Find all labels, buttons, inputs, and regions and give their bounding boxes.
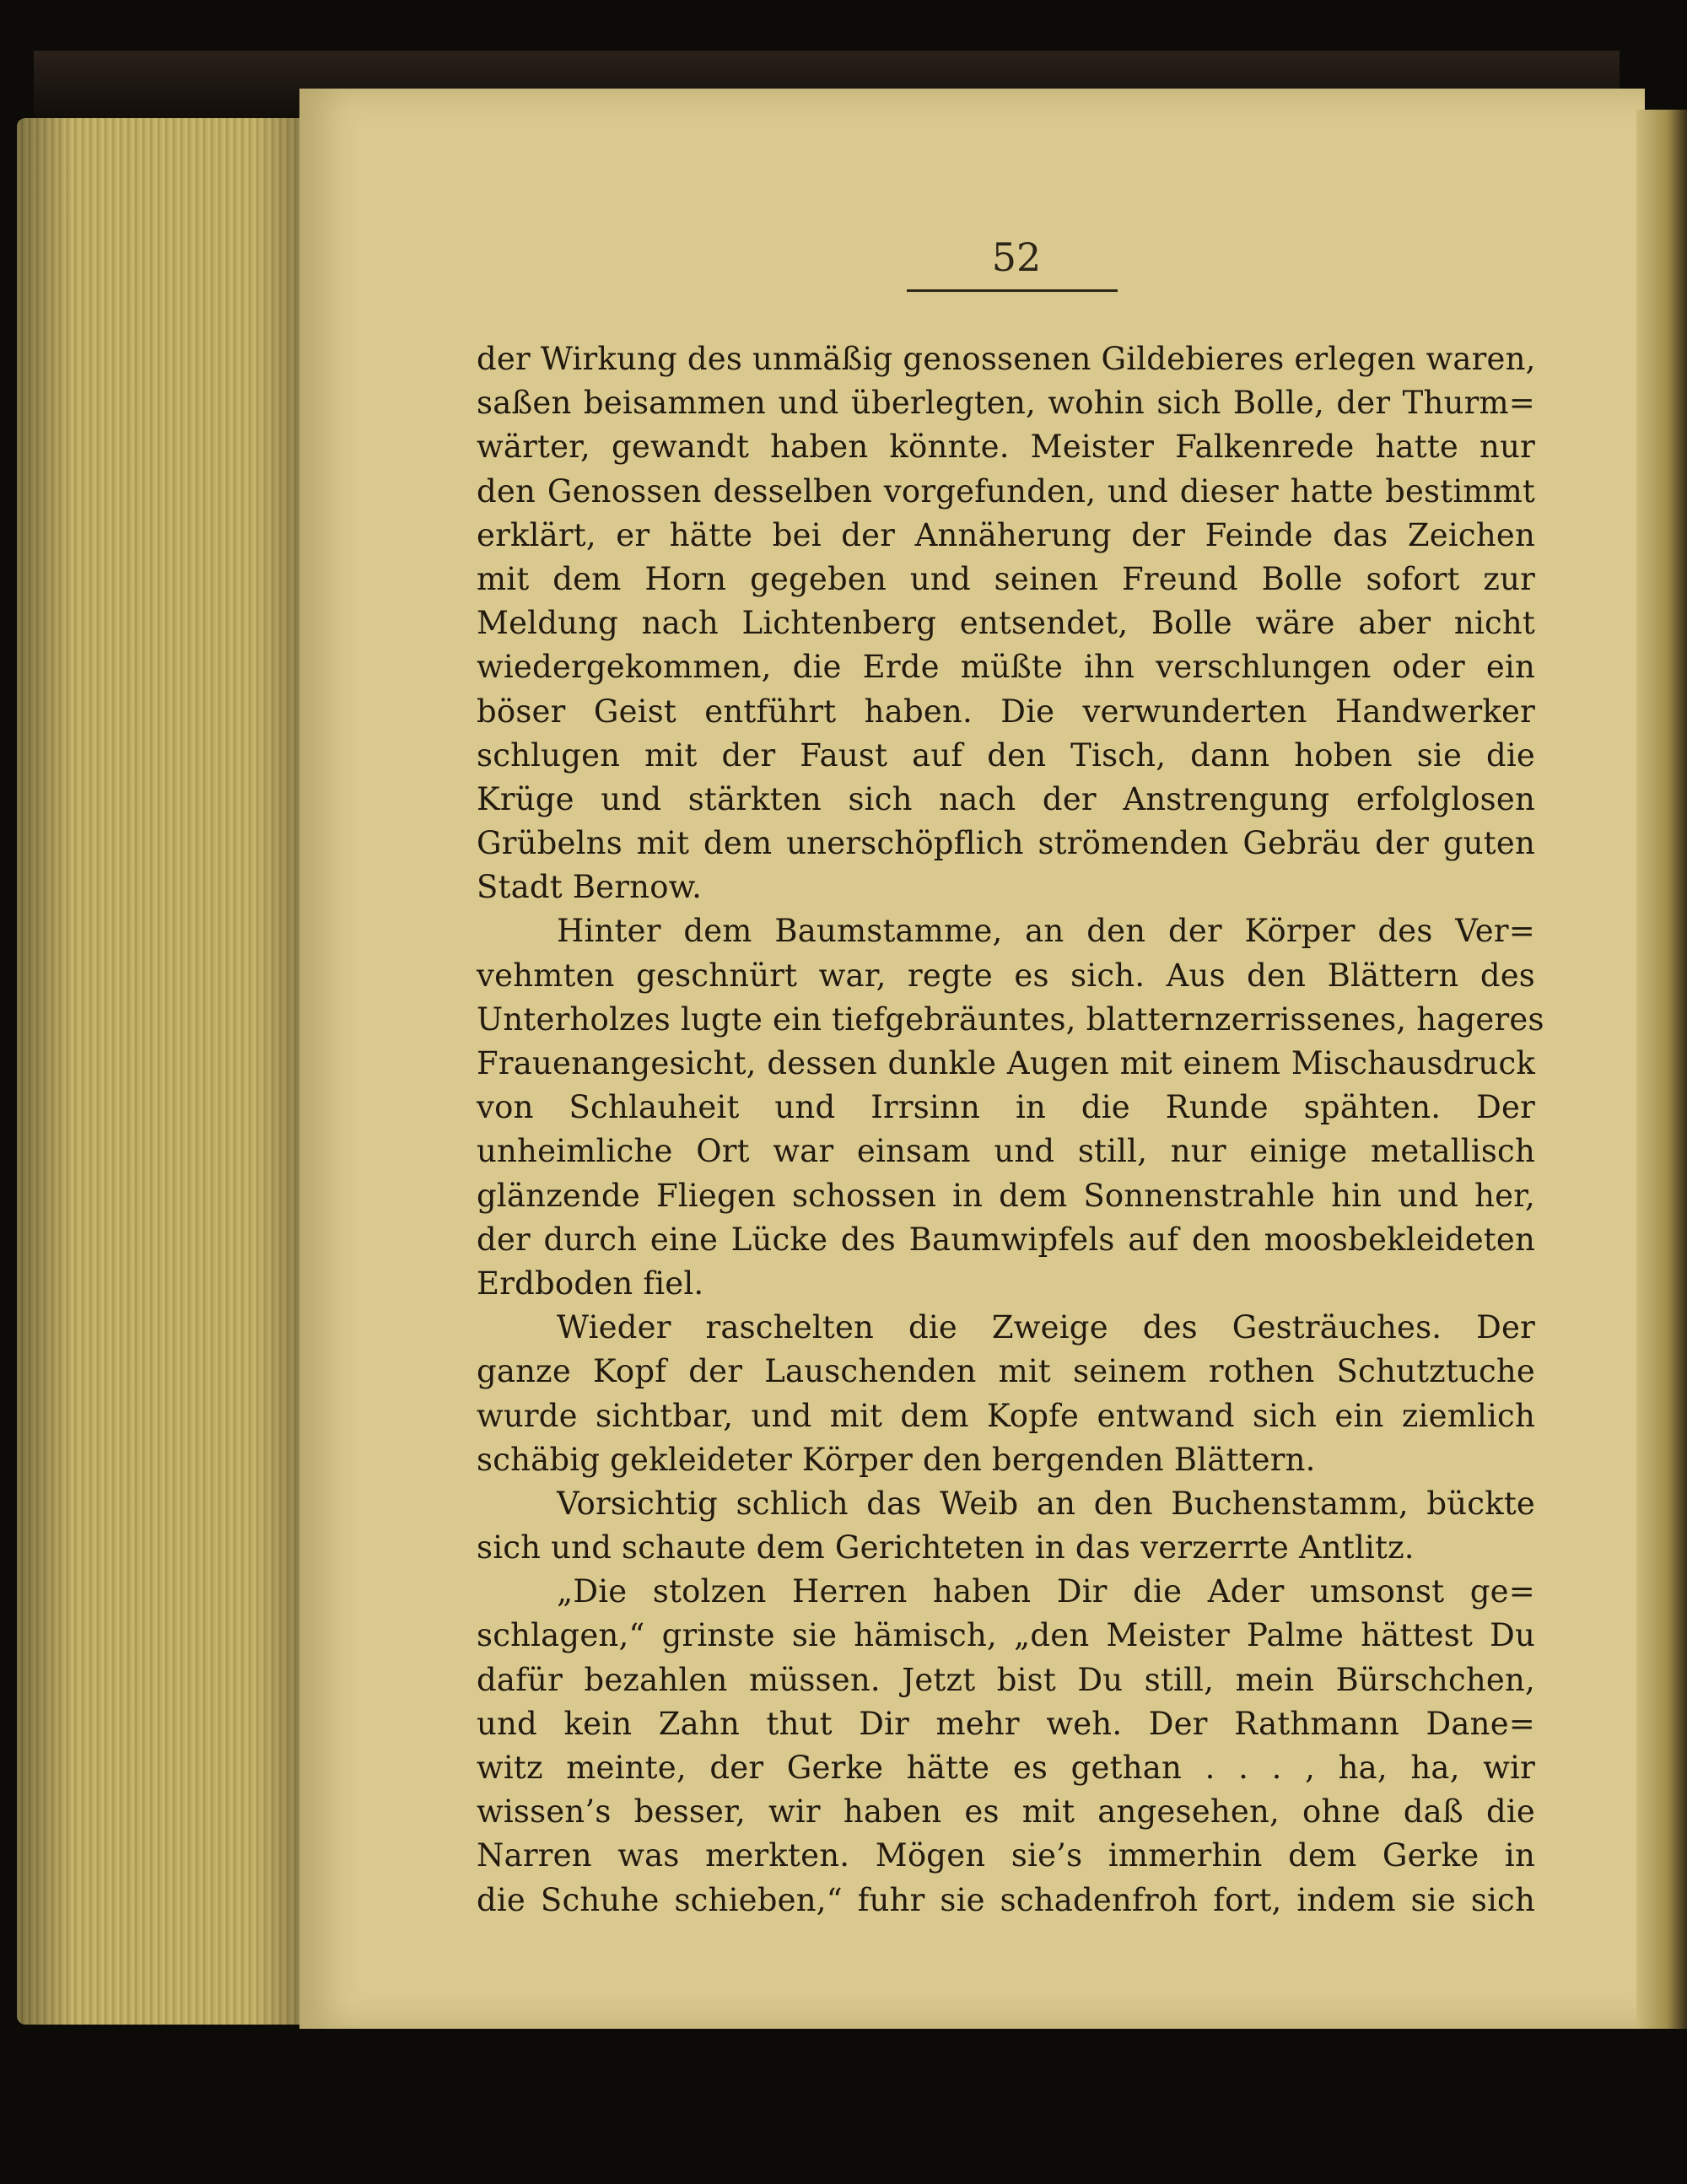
text-line: Wieder raschelten die Zweige des Gesträuches. Der <box>557 1309 1535 1346</box>
text-line: Meldung nach Lichtenberg entsendet, Bolle wäre aber nicht <box>477 605 1535 642</box>
text-line: unheimliche Ort war einsam und still, nur einige metallisch <box>477 1133 1535 1170</box>
text-line: erklärt, er hätte bei der Annäherung der Feinde das Zeichen <box>477 516 1535 553</box>
text-line: und kein Zahn thut Dir mehr weh. Der Rathmann Dane= <box>477 1705 1535 1742</box>
bottom-shadow <box>0 2029 1687 2184</box>
text-line: sich und schaute dem Gerichteten in das verzerrte Antlitz. <box>477 1529 1415 1567</box>
text-line: der durch eine Lücke des Baumwipfels auf den moosbekleideten <box>477 1221 1535 1258</box>
text-line: Grübelns mit dem unerschöpflich strömenden Gebräu der guten <box>477 825 1535 862</box>
text-line: schlagen,“ grinste sie hämisch, „den Meister Palme hättest Du <box>477 1617 1535 1654</box>
text-line: schäbig gekleideter Körper den bergenden Blättern. <box>477 1441 1316 1478</box>
text-line: Krüge und stärkten sich nach der Anstrengung erfolglosen <box>477 780 1535 817</box>
page-number-rule <box>907 289 1118 292</box>
text-line: Hinter dem Baumstamme, an den der Körper des Ver= <box>557 913 1535 950</box>
text-line: Stadt Bernow. <box>477 869 703 906</box>
book-page-edges <box>17 118 299 2025</box>
text-line: Narren was merkten. Mögen sie’s immerhin dem Gerke in <box>477 1837 1535 1874</box>
text-line: Erdboden fiel. <box>477 1265 704 1302</box>
text-line: glänzende Fliegen schossen in dem Sonnenstrahle hin und her, <box>477 1177 1535 1214</box>
text-line: der Wirkung des unmäßig genossenen Gildebieres erlegen waren, <box>477 341 1536 377</box>
text-line: saßen beisammen und überlegten, wohin sich Bolle, der Thurm= <box>477 385 1535 422</box>
text-line: Vorsichtig schlich das Weib an den Buchenstamm, bückte <box>557 1485 1535 1522</box>
text-line: Frauenangesicht, dessen dunkle Augen mit einem Mischausdruck <box>477 1045 1535 1081</box>
text-line: Unterholzes lugte ein tiefgebräuntes, blatternzerrissenes, hageres <box>477 1000 1544 1038</box>
text-line: böser Geist entführt haben. Die verwunderten Handwerker <box>477 693 1535 730</box>
text-line: wurde sichtbar, und mit dem Kopfe entwand sich ein ziemlich <box>477 1397 1535 1434</box>
text-line: „Die stolzen Herren haben Dir die Ader umsonst ge= <box>557 1573 1535 1610</box>
next-page-edge <box>1636 110 1687 2109</box>
text-line: von Schlauheit und Irrsinn in die Runde spähten. Der <box>477 1089 1535 1126</box>
text-line: die Schuhe schieben,“ fuhr sie schadenfroh fort, indem sie sich <box>477 1881 1535 1918</box>
text-line: schlugen mit der Faust auf den Tisch, dann hoben sie die <box>477 736 1535 774</box>
text-line: vehmten geschnürt war, regte es sich. Aus den Blättern des <box>477 957 1535 994</box>
text-line: den Genossen desselben vorgefunden, und dieser hatte bestimmt <box>477 472 1535 510</box>
text-line: mit dem Horn gegeben und seinen Freund Bolle sofort zur <box>477 560 1535 597</box>
text-line: dafür bezahlen müssen. Jetzt bist Du still, mein Bürschchen, <box>477 1661 1535 1698</box>
page-number: 52 <box>991 235 1042 280</box>
text-line: wissen’s besser, wir haben es mit angesehen, ohne daß die <box>477 1793 1535 1831</box>
text-line: witz meinte, der Gerke hätte es gethan . . . , ha, ha, wir <box>477 1750 1535 1786</box>
text-line: wiedergekommen, die Erde müßte ihn verschlungen oder ein <box>477 649 1535 686</box>
text-line: wärter, gewandt haben könnte. Meister Falkenrede hatte nur <box>477 429 1535 466</box>
text-line: ganze Kopf der Lauschenden mit seinem rothen Schutztuche <box>477 1353 1535 1390</box>
body-text <box>477 337 1544 1922</box>
